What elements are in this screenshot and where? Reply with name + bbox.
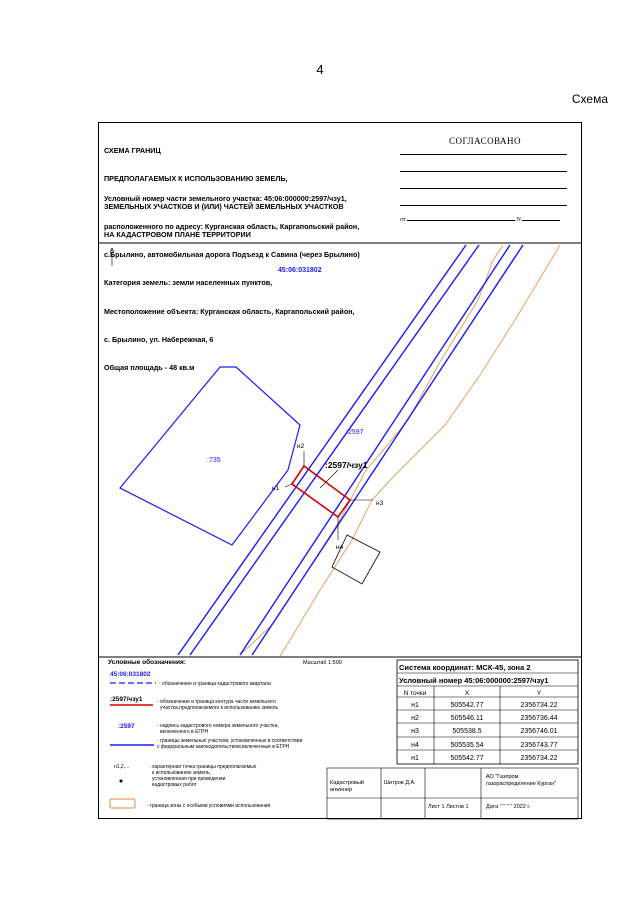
legend-zone-desc: - граница зоны с особыми условиями использования — [147, 803, 271, 809]
parcel-735-label: :735 — [207, 457, 221, 464]
stamp-engineer-name: Шитров Д.А. — [384, 780, 416, 786]
title-stamp — [327, 768, 578, 819]
title-line: ПРЕДПОЛАГАЕМЫХ К ИСПОЛЬЗОВАНИЮ ЗЕМЕЛЬ, — [104, 174, 288, 184]
coords-header: N точки — [403, 690, 427, 697]
info-line: с.Брылино, автомобильная дорога Подъезд к Савина (через Брылино) — [104, 250, 360, 260]
info-line: расположенного по адресу: Курганская область, Каргапольский район, — [104, 222, 360, 232]
point-n3-label: н3 — [376, 500, 384, 507]
legend-part-desc: участка,предполагаемого к использованию земель — [160, 705, 279, 711]
coords-cell: 2356736.44 — [520, 715, 558, 722]
stamp-role: инженер — [330, 787, 353, 793]
coords-header: Y — [536, 690, 542, 697]
parcel-735-boundary — [120, 367, 300, 545]
coords-cell: н1 — [411, 755, 419, 762]
legend-zone-box — [110, 799, 135, 808]
info-line: Условный номер части земельного участка: 45:06:000000:2597/чзу1, — [104, 193, 347, 203]
coords-title: Система координат: МСК-45, зона 2 — [399, 663, 531, 672]
coords-cell: 505535.54 — [450, 742, 484, 749]
coords-cell: 505546.11 — [450, 715, 484, 722]
page-number: 4 — [316, 62, 324, 77]
coords-subtitle: Условный номер 45:06:000000:2597/чзу1 — [399, 676, 549, 685]
legend-point-desc: установленная при проведении — [152, 776, 226, 782]
point-n2-label: н2 — [297, 443, 305, 450]
legend-part-desc: - обозначение и граница контура части земельного — [157, 699, 276, 705]
legend-quarter-desc: - обозначение и граница кадастрового квартала — [159, 681, 271, 687]
part-label: :2597/чзу1 — [325, 460, 368, 470]
legend-title: Условные обозначения: — [108, 659, 186, 666]
title-line: СХЕМА ГРАНИЦ — [104, 145, 161, 155]
info-line: Категория земель: земли населенных пунктов, — [104, 278, 273, 288]
legend-point-code: н1,2,... — [114, 764, 130, 770]
parcel-2597-boundary — [178, 245, 523, 655]
coords-header: X — [464, 690, 470, 697]
legend-point-desc: к использованию земель, — [152, 770, 211, 776]
legend-boundary-desc: с федеральным законодательством,включенные в ЕГРН — [157, 744, 290, 750]
agreed-label: СОГЛАСОВАНО — [448, 136, 522, 146]
parcel-2597-label: :2597 — [346, 429, 364, 436]
legend-point-desc: - характерная точка границы предполагаемых — [149, 764, 257, 770]
point-n4-label: н4 — [336, 544, 344, 551]
quarter-label: 45:06:031802 — [278, 267, 322, 274]
legend-parcel-desc: - надпись кадастрового номера земельного участка, — [157, 723, 279, 729]
coords-cell: 505538.5 — [452, 728, 482, 735]
scale-label: Масштаб 1:500 — [303, 660, 342, 666]
stamp-date: Дата " " " " 2022 г. — [486, 804, 531, 810]
info-line: с. Брылино, ул. Набережная, 6 — [104, 334, 214, 344]
legend-point-dot — [120, 780, 123, 783]
coords-cell: 505542.77 — [450, 702, 484, 709]
legend-parcel-code: :2597 — [118, 723, 135, 730]
coords-cell: н2 — [411, 715, 419, 722]
stamp-sheet: Лист 1 Листов 1 — [428, 804, 469, 810]
no-label: N — [516, 217, 521, 223]
coords-cell: 2356746.01 — [520, 728, 558, 735]
legend-part-code: :2597/чзу1 — [110, 696, 143, 703]
title-line: НА КАДАСТРОВОМ ПЛАНЕ ТЕРРИТОРИИ — [104, 230, 251, 240]
part-2597-chzu1 — [292, 466, 350, 517]
legend-point-desc: кадастровых работ — [152, 782, 197, 788]
coords-cell: 2356743.77 — [520, 742, 558, 749]
stamp-org: газораспределение Курган" — [486, 781, 557, 787]
info-line: Общая площадь - 48 кв.м — [104, 363, 195, 373]
restricted-zone — [240, 245, 560, 656]
legend-boundary-desc: - границы земельных участков, установленных в соответствии — [157, 738, 303, 744]
coords-cell: 2356734.22 — [520, 702, 558, 709]
point-n1-label: н1 — [272, 485, 280, 492]
coordinate-table — [397, 660, 578, 764]
stamp-role: Кадастровый — [330, 780, 364, 786]
title-line: ЗЕМЕЛЬНЫХ УЧАСТКОВ И (ИЛИ) ЧАСТЕЙ ЗЕМЕЛЬНЫХ УЧАСТКОВ — [104, 202, 344, 212]
coords-cell: н1 — [411, 702, 419, 709]
ot-label: от — [400, 217, 406, 223]
legend-parcel-desc: включенного в ЕГРН — [160, 729, 209, 735]
coords-cell: н3 — [411, 728, 419, 735]
legend-quarter-code: 45:06:031802 — [110, 671, 151, 678]
scheme-label: Схема — [571, 92, 608, 106]
coords-cell: 505542.77 — [450, 755, 484, 762]
coords-cell: н4 — [411, 742, 419, 749]
coords-cell: 2356734.22 — [520, 755, 558, 762]
stamp-org: АО "Газпром — [486, 774, 519, 780]
info-line: Местоположение объекта: Курганская область, Каргапольский район, — [104, 306, 355, 316]
